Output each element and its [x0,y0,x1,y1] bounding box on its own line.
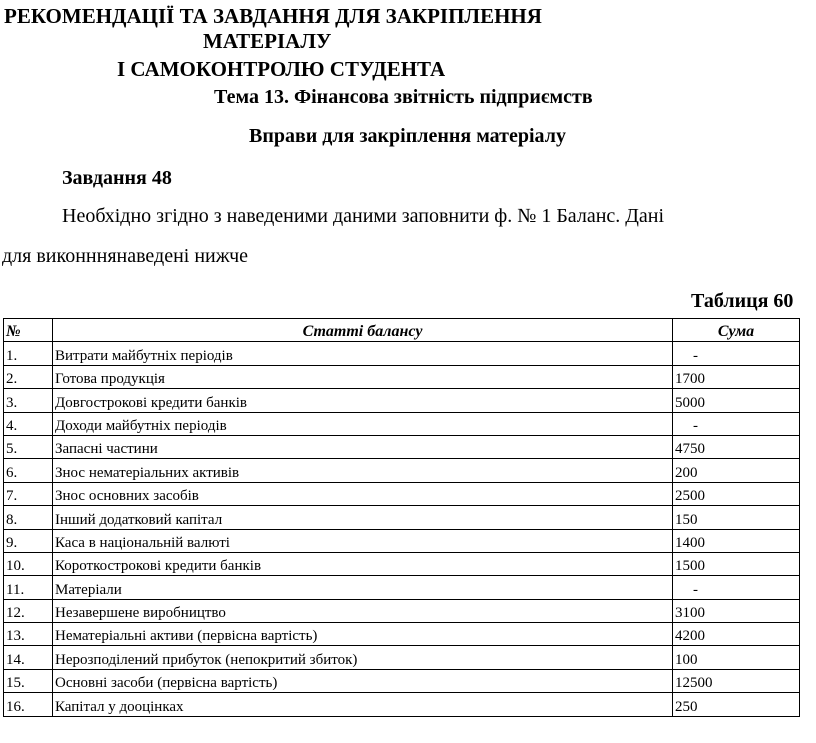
row-name: Нематеріальні активи (первісна вартість) [53,623,673,646]
heading-line1: РЕКОМЕНДАЦІЇ ТА ЗАВДАННЯ ДЛЯ ЗАКРІПЛЕННЯ [4,4,542,28]
table-row [4,435,800,458]
table-row [4,389,800,412]
row-sum: 12500 [673,669,800,692]
row-num: 3. [4,389,53,412]
table-row [4,576,800,599]
row-num: 9. [4,529,53,552]
table-row [4,482,800,505]
table-row [4,365,800,388]
task-title: Завдання 48 [62,167,172,189]
row-sum: 2500 [673,482,800,505]
row-name: Готова продукція [53,365,673,388]
row-sum: 4750 [673,435,800,458]
row-name: Каса в національній валюті [53,529,673,552]
row-sum: - [673,412,800,435]
table-row [4,646,800,669]
balance-table [3,318,800,717]
row-num: 14. [4,646,53,669]
row-num: 16. [4,693,53,716]
table-row [4,412,800,435]
row-name: Доходи майбутніх періодів [53,412,673,435]
row-sum: 100 [673,646,800,669]
heading-line2: МАТЕРІАЛУ [203,29,332,53]
header-num: № [4,319,53,342]
row-num: 10. [4,552,53,575]
row-num: 15. [4,669,53,692]
row-num: 12. [4,599,53,622]
row-name: Короткострокові кредити банків [53,552,673,575]
row-name: Витрати майбутніх періодів [53,342,673,365]
row-name: Інший додатковий капітал [53,506,673,529]
row-name: Запасні частини [53,435,673,458]
header-sum: Сума [673,319,800,342]
row-num: 11. [4,576,53,599]
row-sum: 1400 [673,529,800,552]
table-caption: Таблиця 60 [691,290,794,312]
task-text-line1: Необхідно згідно з наведеними даними заповнити ф. № 1 Баланс. Дані [62,205,665,227]
header-name: Статті балансу [53,319,673,342]
row-sum: - [673,342,800,365]
row-sum: 150 [673,506,800,529]
row-num: 8. [4,506,53,529]
table-row [4,599,800,622]
row-name: Знос нематеріальних активів [53,459,673,482]
row-sum: 5000 [673,389,800,412]
table-row [4,342,800,365]
row-num: 2. [4,365,53,388]
table-row [4,506,800,529]
topic-title: Тема 13. Фінансова звітність підприємств [214,86,593,108]
row-sum: 200 [673,459,800,482]
table-row [4,529,800,552]
row-num: 13. [4,623,53,646]
table-header-row [4,319,800,342]
row-sum: - [673,576,800,599]
row-name: Основні засоби (первісна вартість) [53,669,673,692]
row-name: Довгострокові кредити банків [53,389,673,412]
row-name: Матеріали [53,576,673,599]
table-row [4,459,800,482]
row-sum: 250 [673,693,800,716]
row-name: Знос основних засобів [53,482,673,505]
row-name: Нерозподілений прибуток (непокритий збиток) [53,646,673,669]
row-num: 1. [4,342,53,365]
task-text-line2: для виконннянаведені нижче [2,245,249,267]
row-sum: 1500 [673,552,800,575]
row-name: Капітал у дооцінках [53,693,673,716]
row-num: 6. [4,459,53,482]
row-num: 4. [4,412,53,435]
table-row [4,669,800,692]
row-sum: 3100 [673,599,800,622]
row-num: 5. [4,435,53,458]
row-sum: 1700 [673,365,800,388]
row-name: Незавершене виробництво [53,599,673,622]
heading-line3: І САМОКОНТРОЛЮ СТУДЕНТА [117,57,446,81]
row-num: 7. [4,482,53,505]
row-sum: 4200 [673,623,800,646]
section-title: Вправи для закріплення матеріалу [249,125,566,147]
table-row [4,552,800,575]
table-row [4,693,800,716]
table-row [4,623,800,646]
